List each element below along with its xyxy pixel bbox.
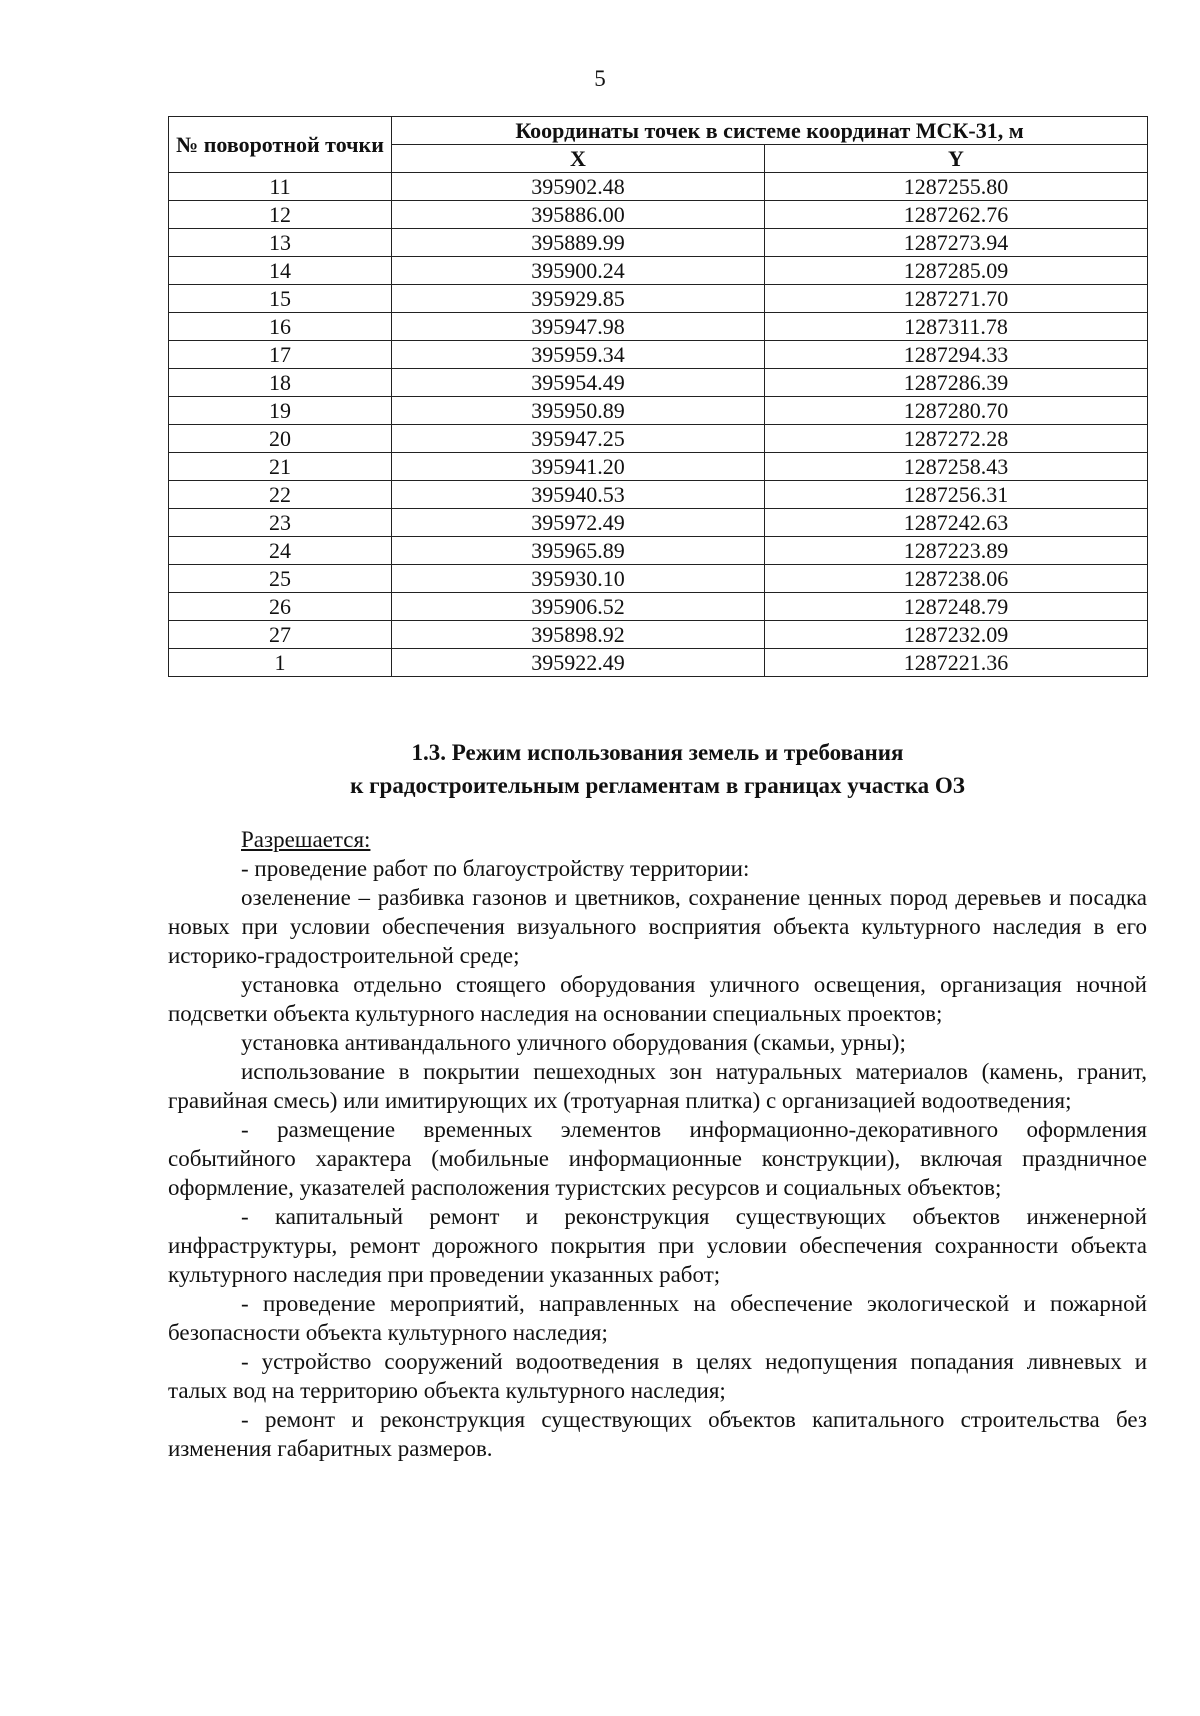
y-cell: 1287271.70 — [765, 285, 1148, 313]
page-number: 5 — [594, 66, 606, 91]
x-cell: 395929.85 — [392, 285, 765, 313]
x-cell: 395886.00 — [392, 201, 765, 229]
x-cell: 395906.52 — [392, 593, 765, 621]
point-cell: 14 — [169, 257, 392, 285]
paragraph: - устройство сооружений водоотведения в целях недопущения попадания ливневых и талых вод на территорию объекта культурного наследия; — [168, 1349, 1147, 1403]
table-row — [169, 257, 1148, 285]
x-cell: 395959.34 — [392, 341, 765, 369]
point-cell: 25 — [169, 565, 392, 593]
point-cell: 23 — [169, 509, 392, 537]
y-cell: 1287272.28 — [765, 425, 1148, 453]
table-row — [169, 369, 1148, 397]
x-cell: 395941.20 — [392, 453, 765, 481]
point-cell: 16 — [169, 313, 392, 341]
point-cell: 15 — [169, 285, 392, 313]
section-body — [168, 825, 1147, 1463]
table-row — [169, 285, 1148, 313]
section-heading-line2: к градостроительным регламентам в границах участка ОЗ — [350, 773, 965, 798]
y-cell: 1287256.31 — [765, 481, 1148, 509]
x-cell: 395940.53 — [392, 481, 765, 509]
table-row — [169, 313, 1148, 341]
table-row — [169, 173, 1148, 201]
y-cell: 1287223.89 — [765, 537, 1148, 565]
y-cell: 1287255.80 — [765, 173, 1148, 201]
table-row — [169, 509, 1148, 537]
table-row — [169, 621, 1148, 649]
paragraph: - капитальный ремонт и реконструкция существующих объектов инженерной инфраструктуры, ремонт дорожного покрытия при условии обеспечения сохранности объекта культурного наследия при проведении указанных работ; — [168, 1204, 1147, 1287]
point-cell: 26 — [169, 593, 392, 621]
point-cell: 11 — [169, 173, 392, 201]
point-cell: 1 — [169, 649, 392, 677]
point-cell: 22 — [169, 481, 392, 509]
table-row — [169, 201, 1148, 229]
paragraph: - ремонт и реконструкция существующих объектов капитального строительства без изменения габаритных размеров. — [168, 1407, 1147, 1461]
x-cell: 395898.92 — [392, 621, 765, 649]
paragraph: установка отдельно стоящего оборудования уличного освещения, организация ночной подсветки объекта культурного наследия на основании специальных проектов; — [168, 972, 1147, 1026]
point-cell: 12 — [169, 201, 392, 229]
y-cell: 1287232.09 — [765, 621, 1148, 649]
point-cell: 13 — [169, 229, 392, 257]
y-column-header: Y — [765, 145, 1148, 173]
table-row — [169, 341, 1148, 369]
y-cell: 1287242.63 — [765, 509, 1148, 537]
x-cell: 395902.48 — [392, 173, 765, 201]
x-cell: 395947.25 — [392, 425, 765, 453]
x-cell: 395950.89 — [392, 397, 765, 425]
y-cell: 1287258.43 — [765, 453, 1148, 481]
point-cell: 21 — [169, 453, 392, 481]
table-row — [169, 453, 1148, 481]
paragraph: - проведение работ по благоустройству территории: — [241, 856, 750, 881]
table-body — [169, 173, 1148, 677]
y-cell: 1287248.79 — [765, 593, 1148, 621]
section-heading — [168, 736, 1147, 802]
allowed-paragraph — [168, 825, 1147, 854]
table-row — [169, 229, 1148, 257]
paragraph: использование в покрытии пешеходных зон натуральных материалов (камень, гранит, гравийная смесь) или имитирующих их (тротуарная плитка) с организацией водоотведения; — [168, 1059, 1147, 1113]
table-row — [169, 537, 1148, 565]
paragraph: установка антивандального уличного оборудования (скамьи, урны); — [241, 1030, 906, 1055]
table-row — [169, 481, 1148, 509]
table-header-row — [169, 117, 1148, 145]
x-cell: 395965.89 — [392, 537, 765, 565]
point-cell: 27 — [169, 621, 392, 649]
y-cell: 1287273.94 — [765, 229, 1148, 257]
y-cell: 1287221.36 — [765, 649, 1148, 677]
table-row — [169, 565, 1148, 593]
allowed-label: Разрешается: — [241, 827, 371, 852]
paragraph: - проведение мероприятий, направленных на обеспечение экологической и пожарной безопасности объекта культурного наследия; — [168, 1291, 1147, 1345]
x-cell: 395930.10 — [392, 565, 765, 593]
y-cell: 1287294.33 — [765, 341, 1148, 369]
x-cell: 395900.24 — [392, 257, 765, 285]
point-cell: 19 — [169, 397, 392, 425]
coordinates-table — [168, 116, 1148, 677]
point-cell: 17 — [169, 341, 392, 369]
y-cell: 1287285.09 — [765, 257, 1148, 285]
coordinates-column-header: Координаты точек в системе координат МСК-31, м — [392, 117, 1148, 145]
table-row — [169, 593, 1148, 621]
x-cell: 395947.98 — [392, 313, 765, 341]
x-cell: 395889.99 — [392, 229, 765, 257]
x-column-header: X — [392, 145, 765, 173]
y-cell: 1287280.70 — [765, 397, 1148, 425]
table-row — [169, 397, 1148, 425]
point-column-header: № поворотной точки — [169, 117, 392, 173]
x-cell: 395954.49 — [392, 369, 765, 397]
paragraph: озеленение – разбивка газонов и цветников, сохранение ценных пород деревьев и посадка новых при условии обеспечения визуального восприятия объекта культурного наследия в его историко-градостроительной среде; — [168, 885, 1147, 968]
point-cell: 20 — [169, 425, 392, 453]
table-row — [169, 649, 1148, 677]
y-cell: 1287238.06 — [765, 565, 1148, 593]
table-row — [169, 425, 1148, 453]
y-cell: 1287262.76 — [765, 201, 1148, 229]
y-cell: 1287286.39 — [765, 369, 1148, 397]
x-cell: 395972.49 — [392, 509, 765, 537]
paragraph: - размещение временных элементов информационно-декоративного оформления событийного характера (мобильные информационные конструкции), включая праздничное оформление, указателей расположения туристских ресурсов и социальных объектов; — [168, 1117, 1147, 1200]
point-cell: 18 — [169, 369, 392, 397]
x-cell: 395922.49 — [392, 649, 765, 677]
section-heading-line1: 1.3. Режим использования земель и требования — [411, 740, 904, 765]
y-cell: 1287311.78 — [765, 313, 1148, 341]
point-cell: 24 — [169, 537, 392, 565]
